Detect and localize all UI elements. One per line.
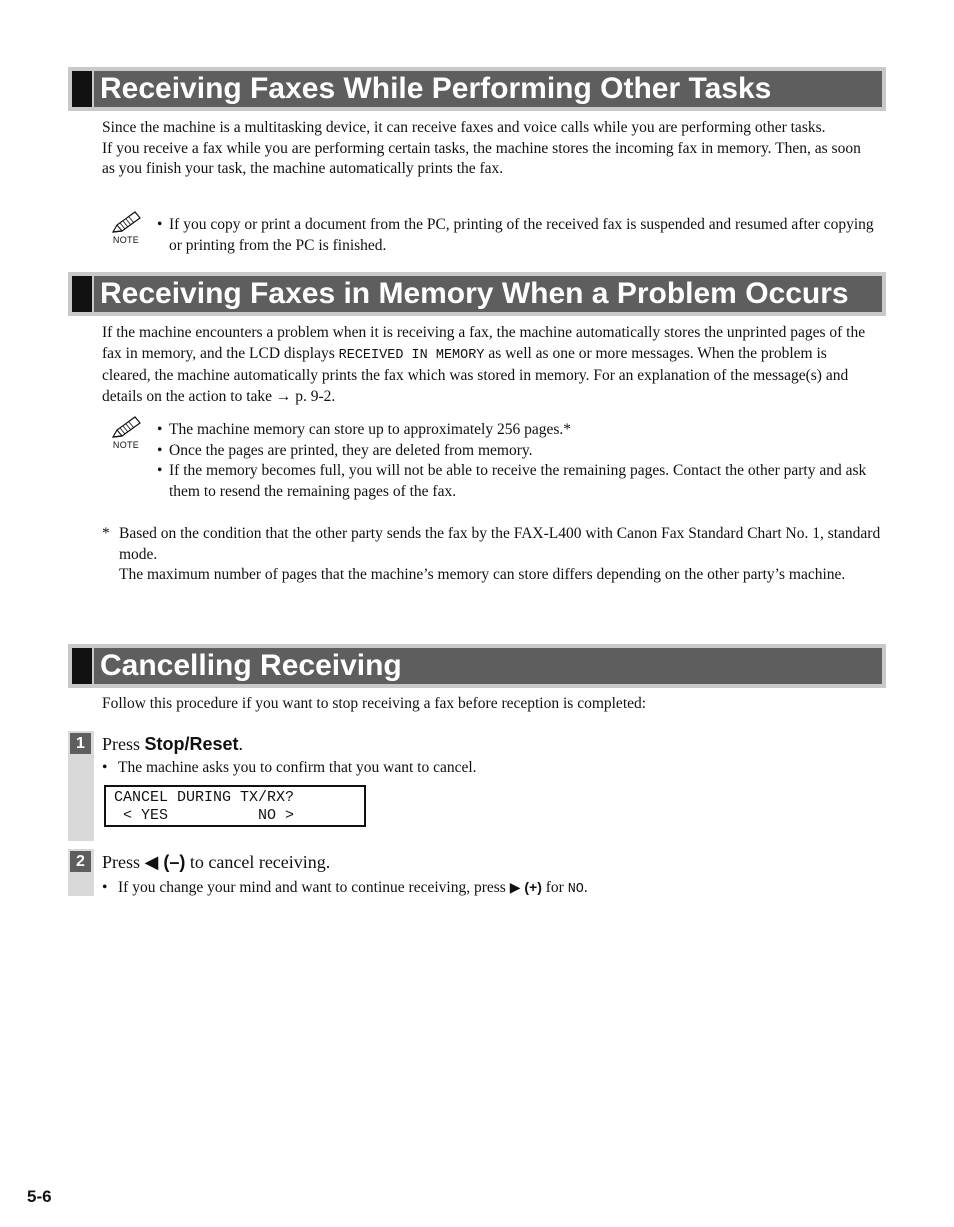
section-title: Receiving Faxes in Memory When a Problem Occurs xyxy=(94,276,882,312)
footnote-line: The maximum number of pages that the machine’s memory can store differs depending on the other party’s machine. xyxy=(119,566,846,584)
paragraph xyxy=(102,323,872,407)
paragraph: Since the machine is a multitasking device, it can receive faxes and voice calls while you are performing other tasks. xyxy=(102,119,826,136)
note-text: If the memory becomes full, you will not be able to receive the remaining pages. Contact the other party and ask them to resend the remaining pages of the fax. xyxy=(169,462,867,500)
bullet-text: The machine asks you to confirm that you want to cancel. xyxy=(118,759,477,776)
footnote-line: Based on the condition that the other party sends the fax by the FAX-L400 with Canon Fax Standard Chart No. 1, standard mode. xyxy=(119,525,881,563)
footnote-marker: * xyxy=(102,525,110,542)
section-title: Cancelling Receiving xyxy=(94,648,882,684)
text-run: to cancel receiving. xyxy=(185,852,331,872)
plus-key: ▶ (+) xyxy=(509,879,542,895)
footnote xyxy=(102,524,892,586)
bullet-text: for xyxy=(541,879,568,896)
step-number: 2 xyxy=(70,851,91,872)
section1-body xyxy=(102,118,872,180)
step-title xyxy=(102,732,243,756)
section-header-receiving-in-memory xyxy=(68,272,886,316)
header-marker xyxy=(72,648,92,684)
minus-key: ◀ (–) xyxy=(144,852,186,872)
footnote-text xyxy=(102,524,892,586)
pencil-note-icon xyxy=(109,210,143,236)
text-run: If the machine encounters a problem when it is receiving a fax, the machine automatically stores the unprinted pages of the fax in memory, and the LCD displays xyxy=(102,324,866,362)
note-item: • The machine memory can store up to approximately 256 pages.* xyxy=(157,421,572,438)
bullet-text: If you change your mind and want to continue receiving, press xyxy=(118,879,510,896)
pencil-note-icon xyxy=(109,415,143,441)
note-item: • If you copy or print a document from the PC, printing of the received fax is suspended and resumed after copying or printing from the PC is finished. xyxy=(157,216,874,254)
step-bullet: • The machine asks you to confirm that you want to cancel. xyxy=(102,759,477,776)
paragraph: If you receive a fax while you are performing certain tasks, the machine stores the incoming fax in memory. Then, as soon as you finish your task, the machine automatically prints the fax. xyxy=(102,139,861,178)
section1-notes xyxy=(157,215,877,256)
header-marker xyxy=(72,71,92,107)
note-item: • Once the pages are printed, they are deleted from memory. xyxy=(157,441,533,459)
bullet-text: . xyxy=(583,879,588,896)
section-header-cancelling-receiving xyxy=(68,644,886,688)
note-text: The machine memory can store up to approximately 256 pages.* xyxy=(169,421,572,438)
text-run: Press xyxy=(102,734,145,754)
note-text: Once the pages are printed, they are deleted from memory. xyxy=(169,441,533,459)
header-marker xyxy=(72,276,92,312)
stop-reset-key: Stop/Reset xyxy=(144,734,239,754)
lcd-line: CANCEL DURING TX/RX? xyxy=(114,789,295,806)
text-run: . xyxy=(238,734,244,754)
lcd-display xyxy=(104,785,366,827)
step-bullet: • If you change your mind and want to continue receiving, press ▶ (+) for NO. xyxy=(102,879,588,897)
note-icon xyxy=(108,415,144,450)
lcd-message-code: RECEIVED IN MEMORY xyxy=(338,347,485,363)
section2-body xyxy=(102,323,872,407)
text-run: Press xyxy=(102,852,145,872)
no-code: NO xyxy=(567,882,584,897)
note-label: NOTE xyxy=(112,235,140,245)
step-title xyxy=(102,850,330,874)
note-label: NOTE xyxy=(112,440,140,450)
section3-intro xyxy=(102,694,872,715)
section-header-receiving-while-tasks xyxy=(68,67,886,111)
note-item: • If the memory becomes full, you will not be able to receive the remaining pages. Contact the other party and ask them to resend the remaining pages of the fax. xyxy=(157,462,867,500)
section-title: Receiving Faxes While Performing Other Tasks xyxy=(94,71,882,107)
step-number: 1 xyxy=(70,733,91,754)
section2-notes xyxy=(157,420,877,502)
text-run: as well as one or more messages. When the problem is cleared, the machine automatically prints the fax which was stored in memory. For an explanation of the message(s) and details on the action to take → p. 9-2. xyxy=(102,344,849,405)
note-text: If you copy or print a document from the PC, printing of the received fax is suspended and resumed after copying or printing from the PC is finished. xyxy=(169,216,874,254)
page-number: 5-6 xyxy=(27,1187,52,1206)
paragraph: Follow this procedure if you want to stop receiving a fax before reception is completed: xyxy=(102,695,647,712)
lcd-line: < YES NO > xyxy=(114,807,295,824)
note-icon xyxy=(108,210,144,245)
